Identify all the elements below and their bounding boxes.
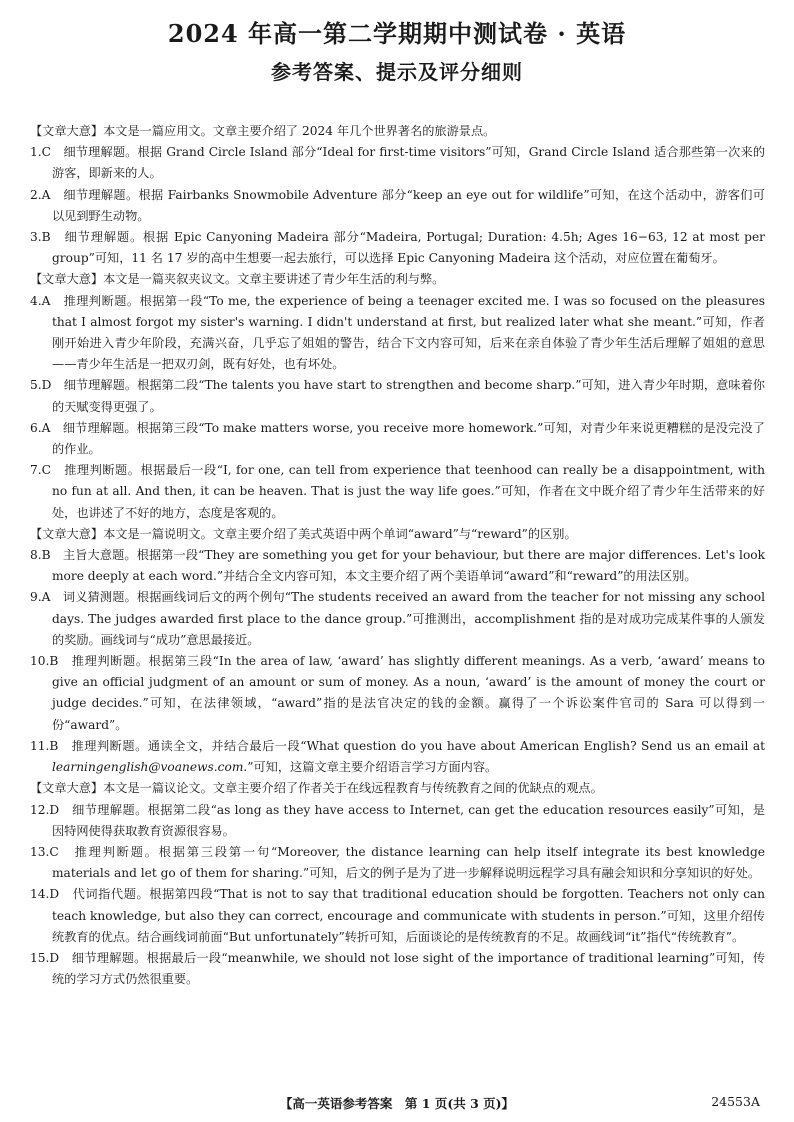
answer-number: 7.C	[30, 463, 51, 478]
answer-explanation: 细节理解题。根据第二段“as long as they have access to Internet, can get the education resources easily”可知，是因特网使得获取教育资源很容易。	[52, 802, 765, 838]
answer-content	[30, 121, 765, 990]
answer-item-7	[30, 460, 765, 524]
page-title: 2024 年高一第二学期期中测试卷 · 英语	[167, 19, 627, 48]
answer-item-6	[30, 418, 765, 460]
answer-item-9	[30, 587, 765, 651]
answer-item-3	[30, 227, 765, 269]
answer-item-12	[30, 800, 765, 842]
answer-number: 2.A	[30, 187, 51, 202]
answer-number: 13.C	[30, 844, 59, 859]
answer-number: 8.B	[30, 548, 51, 563]
answer-item-8	[30, 545, 765, 587]
answer-item-13	[30, 842, 765, 884]
answer-item-2	[30, 185, 765, 227]
answer-number: 1.C	[30, 145, 51, 160]
answer-number: 4.A	[30, 293, 51, 308]
answer-item-10	[30, 651, 765, 736]
passage-summary-3: 【文章大意】本文是一篇说明文。文章主要介绍了美式英语中两个单词“award”与“reward”的区别。	[30, 526, 577, 541]
answer-number: 10.B	[30, 654, 59, 669]
email-address: learningenglish@voanews.com	[52, 760, 244, 775]
answer-number: 15.D	[30, 950, 60, 965]
answer-item-4	[30, 291, 765, 376]
page-subtitle: 参考答案、提示及评分细则	[271, 60, 523, 84]
answer-item-14	[30, 884, 765, 948]
answer-explanation: 推理判断题。根据第三段“In the area of law, ‘award’ has slightly different meanings. As a verb, ‘award’ means to give an official judgment of an amount or sum of money. As a noun, ‘award’ is the amount of money the court or judge decides.”可知，在法律领域，“award”指的是法官决定的钱的金额。赢得了一个诉讼案件官司的 Sara 可以得到一份“award”。	[52, 654, 765, 732]
answer-item-11	[30, 736, 765, 778]
answer-explanation: 主旨大意题。根据第一段“They are something you get for your behaviour, but there are major differences. Let's look more deeply at each word.”并结合全文内容可知，本文主要介绍了两个美语单词“award”和“reward”的用法区别。	[52, 548, 766, 584]
passage-summary-4: 【文章大意】本文是一篇议论文。文章主要介绍了作者关于在线远程教育与传统教育之间的优缺点的观点。	[30, 781, 603, 796]
answer-number: 6.A	[30, 420, 51, 435]
passage-summary-2: 【文章大意】本文是一篇夹叙夹议文。文章主要讲述了青少年生活的利与弊。	[30, 272, 445, 287]
answer-explanation-end: .”可知，这篇文章主要介绍语言学习方面内容。	[243, 760, 498, 775]
answer-explanation: 细节理解题。根据 Grand Circle Island 部分“Ideal for first-time visitors”可知，Grand Circle Island 适合那些第一次来的游客，即新来的人。	[52, 145, 766, 181]
answer-number: 14.D	[30, 887, 60, 902]
answer-item-5	[30, 375, 765, 417]
answer-explanation: 细节理解题。根据 Fairbanks Snowmobile Adventure 部分“keep an eye out for wildlife”可知，在这个活动中，游客们可以见到野生动物。	[52, 187, 765, 223]
answer-number: 11.B	[30, 738, 59, 753]
answer-explanation: 细节理解题。根据第二段“The talents you have start to strengthen and become sharp.”可知，进入青少年时期，意味着你的天赋变得更强了。	[52, 378, 765, 414]
answer-explanation: 推理判断题。通读全文，并结合最后一段“What question do you have about American English? Send us an email at	[71, 738, 765, 753]
answer-number: 12.D	[30, 802, 60, 817]
answer-explanation: 推理判断题。根据第三段第一句“Moreover, the distance learning can help itself integrate its best knowledge materials and let go of them for sharing.”可知，后文的例子是为了进一步解释说明远程学习具有融会知识和分享知识的好处。	[52, 844, 765, 881]
answer-explanation: 词义猜测题。根据画线词后文的两个例句“The students received an award from the teacher for not missing any school days. The judges awarded first place to the dance group.”可推测出，accomplishment 指的是对成功完成某件事的人颁发的奖励。画线词与“成功”意思最接近。	[52, 590, 766, 647]
passage-summary-1: 【文章大意】本文是一篇应用文。文章主要介绍了 2024 年几个世界著名的旅游景点。	[30, 124, 496, 138]
answer-explanation: 细节理解题。根据 Epic Canyoning Madeira 部分“Madeira, Portugal; Duration: 4.5h; Ages 16−63, 12 at most per group”可知，11 名 17 岁的高中生想要一起去旅行，可以选择 Epic Canyoning Madeira 这个活动，对应位置在葡萄牙。	[52, 230, 766, 266]
answer-number: 3.B	[30, 230, 51, 245]
answer-explanation: 推理判断题。根据第一段“To me, the experience of being a teenager excited me. I was so focused on the pleasures that I almost forgot my sister's warning. I didn't understand at first, but realized later what she meant.”可知，作者刚开始进入青少年阶段，充满兴奋，几乎忘了姐姐的警告，结合下文内容可知，后来在亲自体验了青少年生活后理解了姐姐的意思——青少年生活是一把双刃剑，既有好处，也有坏处。	[52, 293, 766, 372]
page-footer: 【高一英语参考答案 第 1 页(共 3 页)】	[279, 1096, 515, 1111]
answer-number: 9.A	[30, 590, 51, 605]
answer-number: 5.D	[30, 378, 52, 393]
answer-item-15	[30, 948, 765, 990]
answer-explanation: 细节理解题。根据第三段“To make matters worse, you receive more homework.”可知，对青少年来说更糟糕的是没完没了的作业。	[52, 420, 765, 457]
answer-explanation: 细节理解题。根据最后一段“meanwhile, we should not lose sight of the importance of traditional learning”可知，传统的学习方式仍然很重要。	[52, 950, 766, 987]
answer-explanation: 代词指代题。根据第四段“That is not to say that traditional education should be forgotten. Teachers not only can teach knowledge, but also they can correct, encourage and communicate with students in person.”可知，这里介绍传统教育的优点。结合画线词前面“But unfortunately”转折可知，后面谈论的是传统教育的不足。故画线词“it”指代“传统教育”。	[52, 887, 766, 944]
answer-item-1	[30, 142, 765, 184]
answer-explanation: 推理判断题。根据最后一段“I, for one, can tell from experience that teenhood can really be a disappointment, with no fun at all. And then, it can be heaven. That is just the way life goes.”可知，作者在文中既介绍了青少年生活带来的好处，也讲述了不好的地方，态度是客观的。	[52, 463, 765, 520]
document-code: 24553A	[711, 1094, 760, 1109]
